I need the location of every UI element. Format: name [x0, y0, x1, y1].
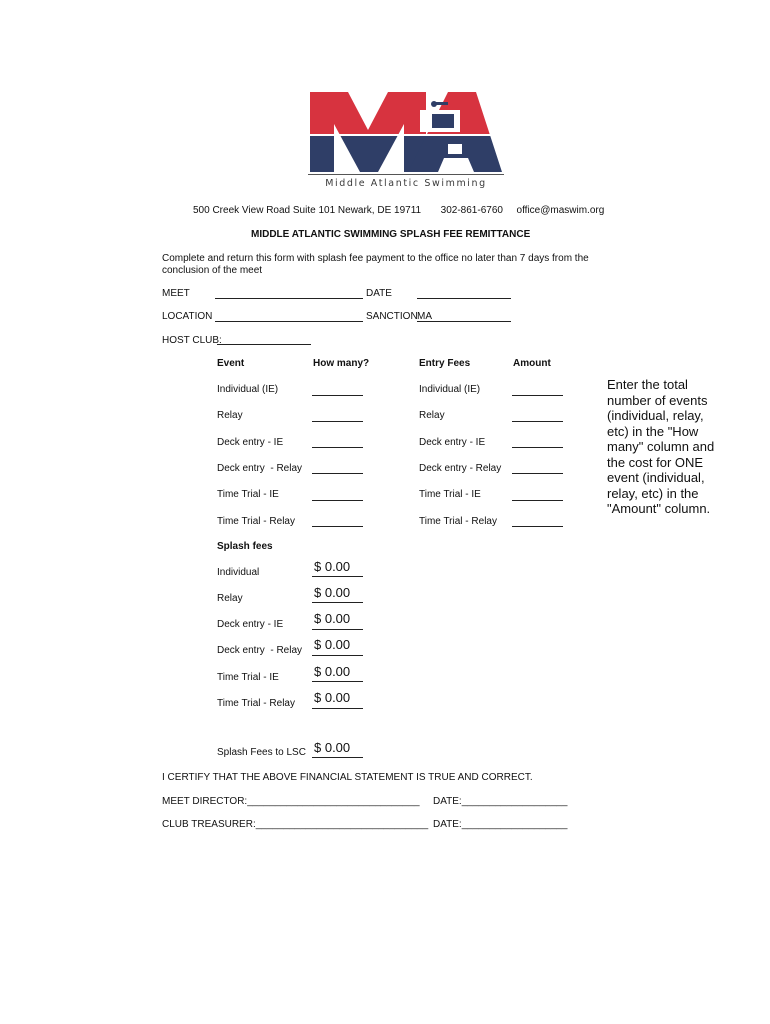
- help-note: Enter the total number of events (individual, relay, etc) in the "How many" column and the cost for ONE event (individual, relay, etc) in the "Amount" column.: [607, 377, 715, 516]
- how-many-field[interactable]: [312, 421, 363, 422]
- fee-label: Time Trial - Relay: [419, 516, 497, 527]
- date-field-1[interactable]: DATE:___________________: [433, 796, 568, 807]
- how-many-field[interactable]: [312, 526, 363, 527]
- logo-underline: [308, 174, 504, 175]
- col-how-many: How many?: [313, 358, 370, 369]
- splash-field-underline: [312, 655, 363, 656]
- fee-label: Relay: [419, 410, 445, 421]
- splash-value[interactable]: $ 0.00: [314, 611, 351, 626]
- splash-value[interactable]: $ 0.00: [314, 585, 351, 600]
- amount-field[interactable]: [512, 500, 563, 501]
- event-label: Relay: [217, 410, 243, 421]
- splash-field-underline: [312, 602, 363, 603]
- phone: 302-861-6760: [440, 205, 503, 216]
- sanction-field[interactable]: [417, 321, 511, 322]
- splash-label: Time Trial - Relay: [217, 698, 295, 709]
- splash-value[interactable]: $ 0.00: [314, 637, 351, 652]
- splash-total-label: Splash Fees to LSC: [217, 747, 306, 758]
- splash-field-underline: [312, 708, 363, 709]
- logo-text: Middle Atlantic Swimming: [325, 178, 487, 189]
- form-title: MIDDLE ATLANTIC SWIMMING SPLASH FEE REMITTANCE: [251, 229, 531, 240]
- splash-label: Relay: [217, 593, 243, 604]
- event-label: Deck entry - IE: [217, 437, 284, 448]
- certify-statement: I CERTIFY THAT THE ABOVE FINANCIAL STATEMENT IS TRUE AND CORRECT.: [162, 772, 533, 783]
- splash-label: Deck entry - Relay: [217, 645, 303, 656]
- meet-director-field[interactable]: MEET DIRECTOR:_______________________________: [162, 796, 420, 807]
- event-label: Time Trial - IE: [217, 489, 279, 500]
- location-field[interactable]: [215, 321, 363, 322]
- splash-heading: Splash fees: [217, 541, 273, 552]
- address: 500 Creek View Road Suite 101 Newark, DE 19711: [193, 205, 422, 216]
- email: office@maswim.org: [516, 205, 605, 216]
- club-treasurer-field[interactable]: CLUB TREASURER:_______________________________: [162, 819, 429, 830]
- amount-field[interactable]: [512, 395, 563, 396]
- splash-value[interactable]: $ 0.00: [314, 690, 351, 705]
- col-event: Event: [217, 358, 245, 369]
- date-field-2[interactable]: DATE:___________________: [433, 819, 568, 830]
- amount-field[interactable]: [512, 526, 563, 527]
- date-field[interactable]: [417, 298, 511, 299]
- meet-label: MEET: [162, 288, 190, 299]
- col-amount: Amount: [513, 358, 551, 369]
- splash-value[interactable]: $ 0.00: [314, 559, 351, 574]
- how-many-field[interactable]: [312, 447, 363, 448]
- address-line: [193, 205, 604, 216]
- logo: [308, 90, 504, 190]
- splash-field-underline: [312, 681, 363, 682]
- sanction-label: SANCTION: [366, 311, 418, 322]
- splash-value[interactable]: $ 0.00: [314, 664, 351, 679]
- splash-label: Time Trial - IE: [217, 672, 279, 683]
- instructions-line-1: Complete and return this form with splash fee payment to the office no later than 7 days from the: [162, 253, 589, 264]
- sanction-value[interactable]: MA: [417, 311, 432, 322]
- fee-label: Individual (IE): [419, 384, 481, 395]
- instructions-line-2: conclusion of the meet: [162, 265, 263, 276]
- amount-field[interactable]: [512, 473, 563, 474]
- ma-logo-graphic: [308, 90, 504, 174]
- host-club-label: HOST CLUB:: [162, 335, 222, 346]
- how-many-field[interactable]: [312, 395, 363, 396]
- fee-label: Deck entry - IE: [419, 437, 486, 448]
- fee-label: Deck entry - Relay: [419, 463, 502, 474]
- splash-field-underline: [312, 629, 363, 630]
- amount-field[interactable]: [512, 421, 563, 422]
- splash-field-underline: [312, 576, 363, 577]
- event-label: Individual (IE): [217, 384, 279, 395]
- how-many-field[interactable]: [312, 473, 363, 474]
- splash-label: Deck entry - IE: [217, 619, 284, 630]
- splash-total-value[interactable]: $ 0.00: [314, 740, 351, 755]
- meet-field[interactable]: [215, 298, 363, 299]
- col-entry-fees: Entry Fees: [419, 358, 471, 369]
- splash-total-underline: [312, 757, 363, 758]
- event-label: Deck entry - Relay: [217, 463, 303, 474]
- host-club-field[interactable]: [217, 344, 311, 345]
- date-label: DATE: [366, 288, 392, 299]
- splash-label: Individual: [217, 567, 260, 578]
- location-label: LOCATION: [162, 311, 213, 322]
- amount-field[interactable]: [512, 447, 563, 448]
- event-label: Time Trial - Relay: [217, 516, 295, 527]
- how-many-field[interactable]: [312, 500, 363, 501]
- fee-label: Time Trial - IE: [419, 489, 481, 500]
